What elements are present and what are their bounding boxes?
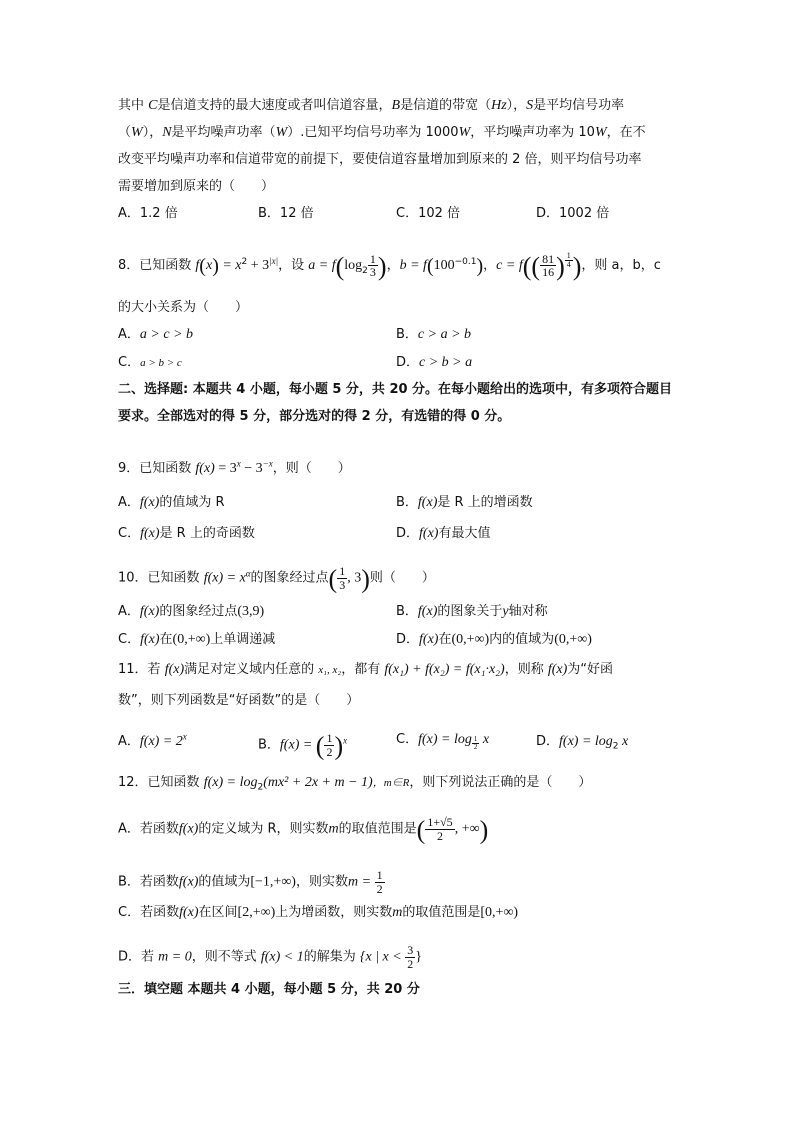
q8-line-2: 的大小关系为（ ） <box>118 300 249 315</box>
q8-option-c[interactable]: C．a > b > c <box>118 355 182 370</box>
q8-stem: 8．已知函数 $f(x) = x^2 + 3^{|x|}$，设 $a = f(\log_2$ $\frac{1}{3}$ )，$b = f(100^{-0.1})$，c = f(( $\frac{81}{16}$ ) $^{\frac{1}{4}}$ )，则 a，b，c <box>118 251 661 282</box>
section-3-heading: 三．填空题 本题共 4 小题，每小题 5 分，共 20 分 <box>118 982 420 997</box>
q11-log-base-half: 1 2 <box>473 734 478 752</box>
q9-option-b[interactable]: B．f(x)是 R 上的增函数 <box>396 495 533 510</box>
q7-line-1: 其中 C是信道支持的最大速度或者叫信道容量，B是信道的带宽（Hz），S是平均信号功率 <box>118 98 625 113</box>
q7-option-c[interactable]: C．102 倍 <box>396 206 461 221</box>
q11-line-2: 数”，则下列函数是“好函数”的是（ ） <box>118 693 360 708</box>
q10-stem: 10．已知函数 $f(x) = x^\alpha$的图象经过点( $\frac{1}{3}$ , 3)则（ ） <box>118 564 435 594</box>
q8-option-b[interactable]: B．c > a > b <box>396 327 472 342</box>
q11-stem: 11．若 f(x)满足对定义域内任意的 x₁, x₂，都有 f(x₁) + f(x₂) = f(x₁·x₂)，则称 f(x)为“好函 <box>118 662 614 677</box>
q12-option-d[interactable]: D．若 m = 0，则不等式 f(x) < 1的解集为 {x | x < $\frac{3}{2}$ } <box>118 943 422 971</box>
section-2-heading-line-2: 要求。全部选对的得 5 分，部分选对的得 2 分，有选错的得 0 分。 <box>118 409 511 424</box>
q7-option-b[interactable]: B．12 倍 <box>258 206 314 221</box>
q11-fraction-one-half: $\frac{1}{2}$ <box>326 731 333 759</box>
q8-fraction-one-third: $\frac{1}{3}$ <box>369 251 376 280</box>
q10-option-c[interactable]: C．f(x)在(0,+∞)上单调递减 <box>118 632 276 647</box>
q10-option-d[interactable]: D．f(x)在(0,+∞)内的值域为(0,+∞) <box>396 632 592 647</box>
q11-option-b[interactable]: B．f(x) = ( $\frac{1}{2}$ )$^x$ <box>258 731 348 761</box>
section-2-heading: 二、选择题: 本题共 4 小题，每小题 5 分，共 20 分。在每小题给出的选项中，有多项符合题目 <box>118 382 673 397</box>
q9-option-d[interactable]: D．f(x)有最大值 <box>396 526 491 541</box>
q8-exponent-quarter: 1 4 <box>566 251 571 270</box>
q8-option-a[interactable]: A．a > c > b <box>118 327 194 342</box>
q11-option-a[interactable]: A．$f(x) = 2^x$ <box>118 731 187 749</box>
q12-fraction-golden: $\frac{1+√5}{2}$ <box>427 815 453 843</box>
q12-fraction-one-half: $\frac{1}{2}$ <box>376 868 383 896</box>
q10-fraction-one-third: $\frac{1}{3}$ <box>339 564 346 592</box>
q9-stem: 9．已知函数 $f(x) = 3^x - 3^{-x}$，则（ ） <box>118 458 351 476</box>
q8-option-d[interactable]: D．c > b > a <box>396 355 473 370</box>
q12-option-c[interactable]: C．若函数f(x)在区间[2,+∞)上为增函数，则实数m的取值范围是[0,+∞) <box>118 905 519 920</box>
q12-stem: 12．已知函数 $f(x) = \log_2(mx^2 + 2x + m - 1)$，m∈R，则下列说法正确的是（ ） <box>118 775 592 793</box>
q7-line-2: （W），N是平均噪声功率（W）.已知平均信号功率为 1000W，平均噪声功率为 10W，在不 <box>118 125 646 140</box>
q12-fraction-three-halves: $\frac{3}{2}$ <box>407 943 414 971</box>
q11-option-c[interactable]: C．f(x) = log $_{\frac{1}{2}}$ x <box>396 732 490 752</box>
q7-option-d[interactable]: D．1002 倍 <box>536 206 610 221</box>
q9-option-c[interactable]: C．f(x)是 R 上的奇函数 <box>118 526 255 541</box>
q7-line-3: 改变平均噪声功率和信道带宽的前提下，要使信道容量增加到原来的 2 倍，则平均信号功率 <box>118 152 642 167</box>
q11-option-d[interactable]: D．$f(x) = \log_2 x$ <box>536 734 629 752</box>
q8-fraction-81-16: $\frac{81}{16}$ <box>542 251 555 280</box>
q7-line-4: 需要增加到原来的（ ） <box>118 179 275 194</box>
q10-option-b[interactable]: B．f(x)的图象关于y轴对称 <box>396 604 548 619</box>
q10-option-a[interactable]: A．f(x)的图象经过点(3,9) <box>118 604 265 619</box>
q12-option-a[interactable]: A．若函数f(x)的定义域为 R，则实数m的取值范围是( $\frac{1+√5}{2}$ , +∞) <box>118 815 489 845</box>
q7-option-a[interactable]: A．1.2 倍 <box>118 206 178 221</box>
q12-option-b[interactable]: B．若函数f(x)的值域为[−1,+∞)，则实数m = $\frac{1}{2}$ <box>118 868 383 896</box>
q9-option-a[interactable]: A．f(x)的值域为 R <box>118 495 225 510</box>
